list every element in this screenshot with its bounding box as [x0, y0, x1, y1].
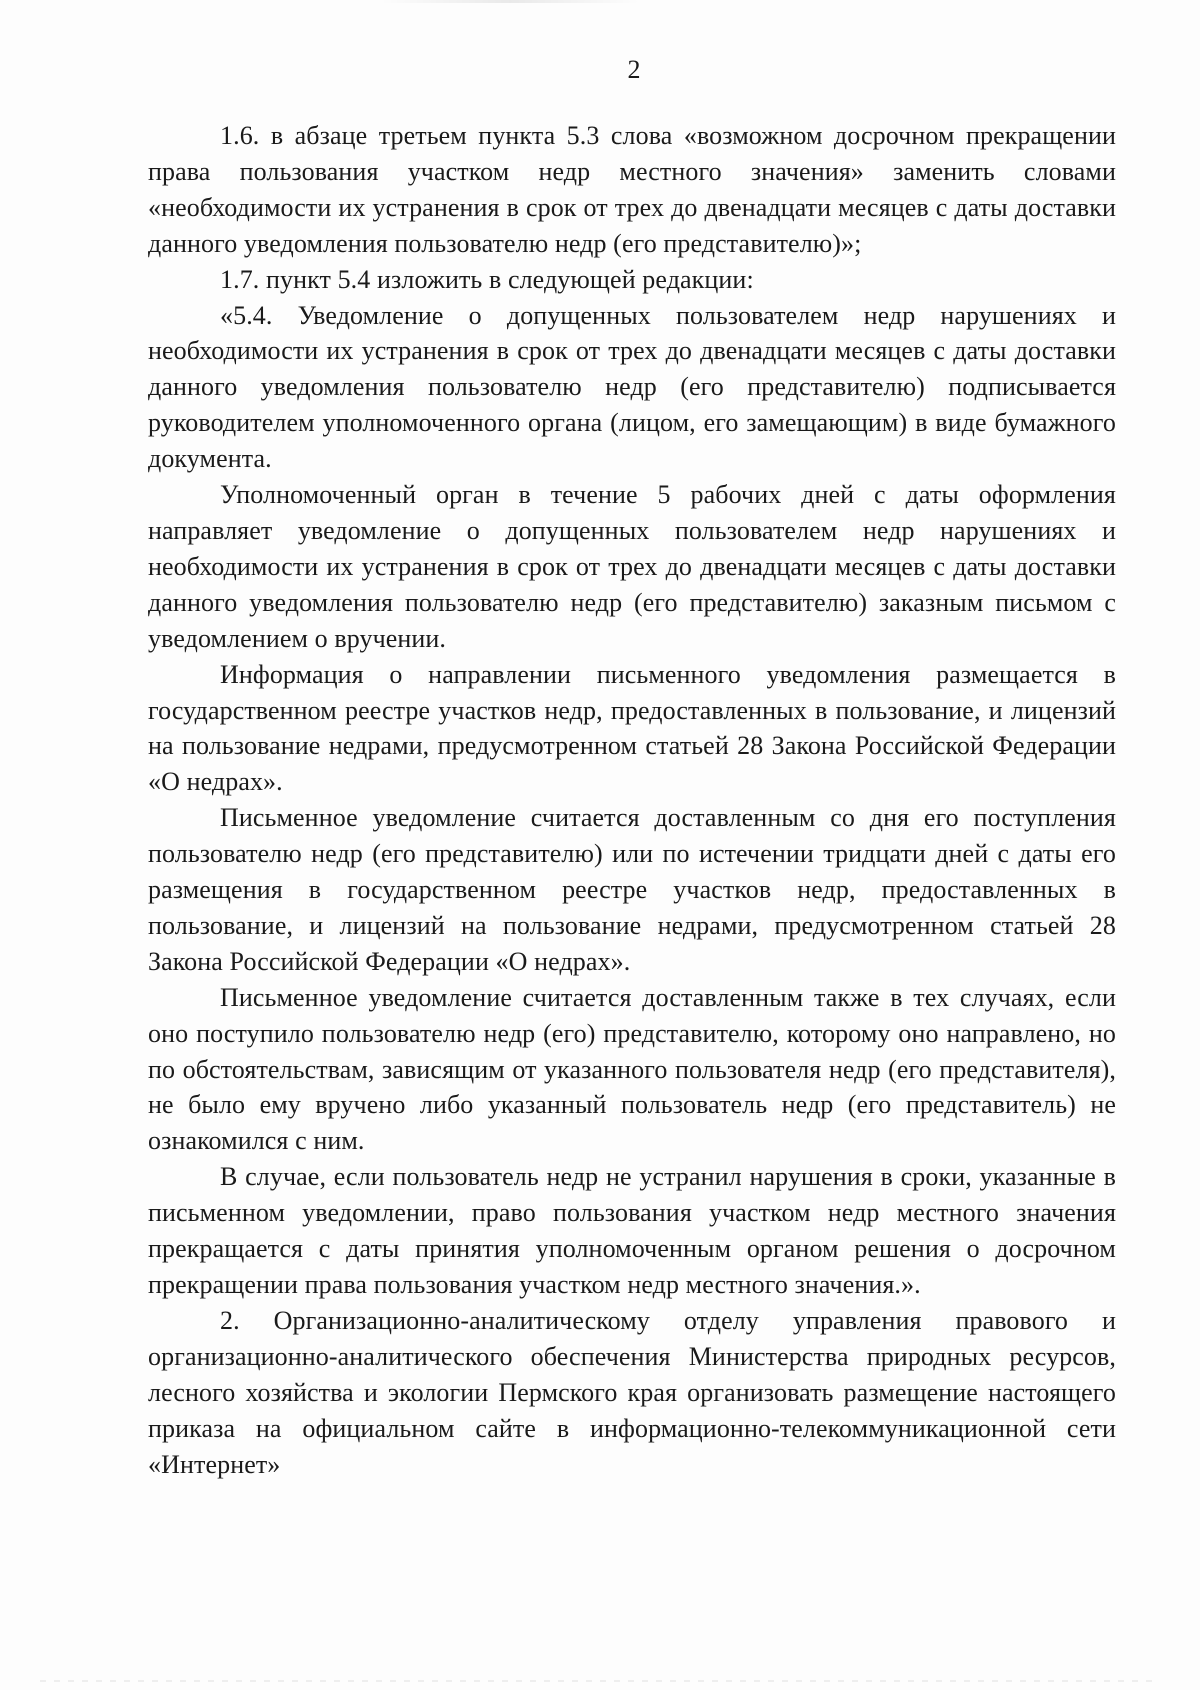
- document-body: [148, 118, 1116, 1482]
- scan-edge-top: [380, 0, 640, 3]
- paragraph-delivery-cases: Письменное уведомление считается доставленным также в тех случаях, если оно поступило пользователю недр (его) представителю, которому оно направлено, но по обстоятельствам, зависящим от указанного пользователя недр (его представителя), не было ему вручено либо указанный пользователь недр (его представитель) не ознакомился с ним.: [148, 982, 1116, 1156]
- paragraph-2-publication: 2. Организационно-аналитическому отделу управления правового и организационно-аналитического обеспечения Министерства природных ресурсов, лесного хозяйства и экологии Пермского края организовать размещение настоящего приказа на официальном сайте в информационно-телекоммуникационной сети «Интернет»: [148, 1305, 1116, 1479]
- scan-edge-bottom: [40, 1680, 1160, 1682]
- paragraph-authority-sends: Уполномоченный орган в течение 5 рабочих дней с даты оформления направляет уведомление о допущенных пользователем недр нарушениях и необходимости их устранения в срок от трех до двенадцати месяцев с даты доставки данного уведомления пользователю недр (его представителю) заказным письмом с уведомлением о вручении.: [148, 480, 1116, 653]
- paragraph-1-7: 1.7. пункт 5.4 изложить в следующей редакции:: [220, 264, 754, 294]
- paragraph-1-6: 1.6. в абзаце третьем пункта 5.3 слова «возможном досрочном прекращении права пользования участком недр местного значения» заменить словами «необходимости их устранения в срок от трех до двенадцати месяцев с даты доставки данного уведомления пользователю недр (его представителю)»;: [148, 121, 1116, 258]
- page-number: 2: [627, 55, 641, 84]
- paragraph-delivery-date: Письменное уведомление считается доставленным со дня его поступления пользователю недр (его представителю) или по истечении тридцати дней с даты его размещения в государственном реестре участков недр, предоставленных в пользование, и лицензий на пользование недрами, предусмотренном статьей 28 Закона Российской Федерации «О недрах».: [148, 803, 1116, 976]
- paragraph-5-4-notice: «5.4. Уведомление о допущенных пользователем недр нарушениях и необходимости их устранения в срок от трех до двенадцати месяцев с даты доставки данного уведомления пользователю недр (его представителю) подписывается руководителем уполномоченного органа (лицом, его замещающим) в виде бумажного документа.: [148, 300, 1116, 474]
- paragraph-termination: В случае, если пользователь недр не устранил нарушения в сроки, указанные в письменном уведомлении, право пользования участком недр местного значения прекращается с даты принятия уполномоченным органом решения о досрочном прекращении права пользования участком недр местного значения.».: [148, 1162, 1116, 1299]
- paragraph-registry-info: Информация о направлении письменного уведомления размещается в государственном реестре участков недр, предоставленных в пользование, и лицензий на пользование недрами, предусмотренном статьей 28 Закона Российской Федерации «О недрах».: [148, 659, 1116, 797]
